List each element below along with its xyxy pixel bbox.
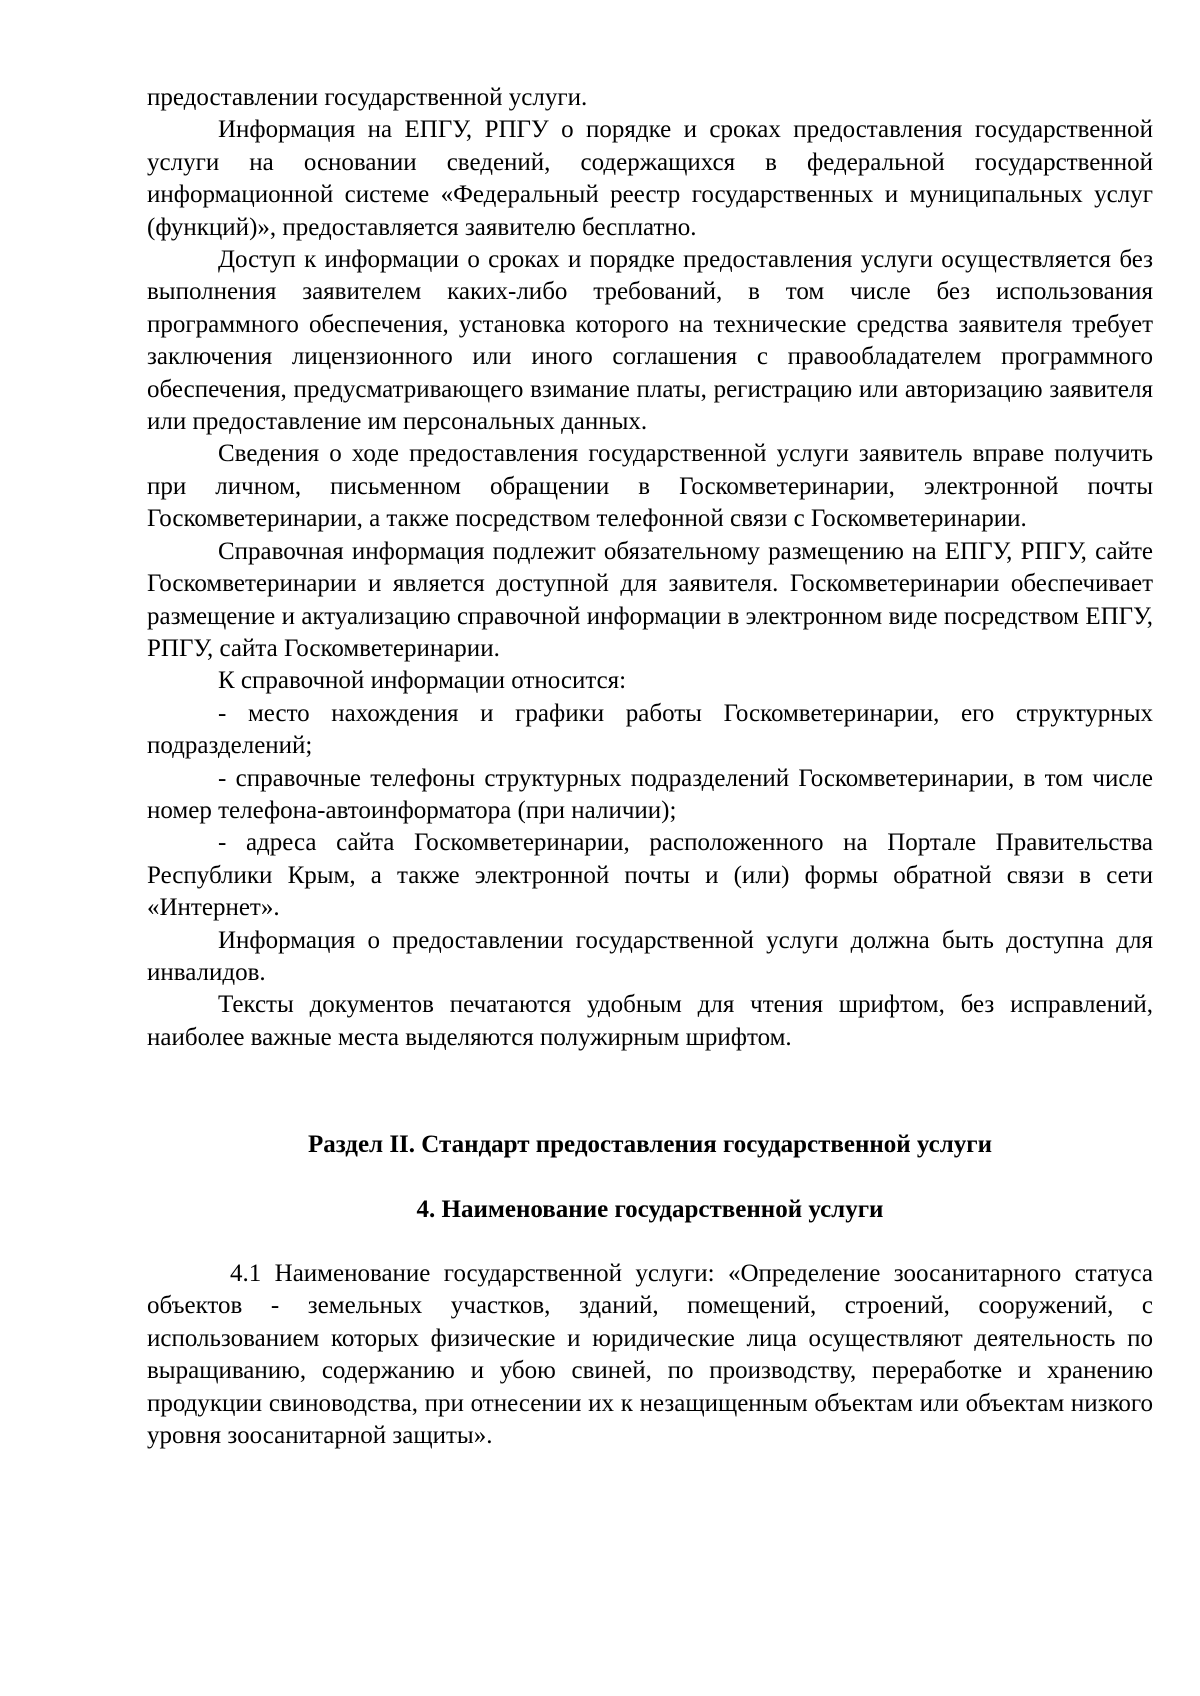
heading-gap: [147, 1226, 1153, 1258]
list-item-website: - адреса сайта Госкомветеринарии, расположенного на Портале Правительства Республики Крым, а также электронной почты и (или) формы обратной связи в сети «Интернет».: [147, 829, 1153, 922]
heading-gap: [147, 1162, 1153, 1194]
paragraph-continuation: предоставлении государственной услуги.: [147, 84, 588, 111]
section-heading: Раздел II. Стандарт предоставления государственной услуги: [307, 1131, 993, 1159]
paragraph-fonts: Тексты документов печатаются удобным для чтения шрифтом, без исправлений, наиболее важные места выделяются полужирным шрифтом.: [147, 991, 1153, 1051]
list-item-phones: - справочные телефоны структурных подразделений Госкомветеринарии, в том числе номер телефона-автоинформатора (при наличии);: [147, 764, 1153, 824]
paragraph-info-epgu: Информация на ЕПГУ, РПГУ о порядке и сроках предоставления государственной услуги на основании сведений, содержащихся в федеральной государственной информационной системе «Федеральный реестр государственных и муниципальных услуг (функций)», предоставляется заявителю бесплатно.: [147, 116, 1153, 241]
paragraph-access: Доступ к информации о сроках и порядке предоставления услуги осуществляется без выполнения заявителем каких-либо требований, в том числе без использования программного обеспечения, установка которого на технические средства заявителя требует заключения лицензионного или иного соглашения с правообладателем программного обеспечения, предусматривающего взимание платы, регистрацию или авторизацию заявителя или предоставление им персональных данных.: [147, 246, 1153, 436]
section-gap: [147, 1054, 1153, 1129]
paragraph-reference-list-intro: К справочной информации относится:: [218, 667, 627, 695]
list-item-location: - место нахождения и графики работы Госкомветеринарии, его структурных подразделений;: [147, 699, 1153, 760]
paragraph-reference-info: Справочная информация подлежит обязательному размещению на ЕПГУ, РПГУ, сайте Госкомветеринарии и является доступной для заявителя. Госкомветеринарии обеспечивает размещение и актуализацию справочной информации в электронном виде посредством ЕПГУ, РПГУ, сайта Госкомветеринарии.: [147, 537, 1153, 662]
paragraph-progress-info: Сведения о ходе предоставления государственной услуги заявитель вправе получить при личном, письменном обращении в Госкомветеринарии, электронной почты Госкомветеринарии, а также посредством телефонной связи с Госкомветеринарии.: [147, 440, 1153, 533]
subsection-heading: 4. Наименование государственной услуги: [416, 1195, 884, 1223]
paragraph-accessibility: Информация о предоставлении государственной услуги должна быть доступна для инвалидов.: [147, 926, 1153, 986]
paragraph-service-name: 4.1 Наименование государственной услуги: «Определение зоосанитарного статуса объектов - земельных участков, зданий, помещений, строений, сооружений, с использованием которых физические и юридические лица осуществляют деятельность по выращиванию, содержанию и убою свиней, по производству, переработке и хранению продукции свиноводства, при отнесении их к незащищенным объектам или объектам низкого уровня зоосанитарной защиты».: [147, 1260, 1153, 1450]
document-page: [147, 82, 1153, 1452]
